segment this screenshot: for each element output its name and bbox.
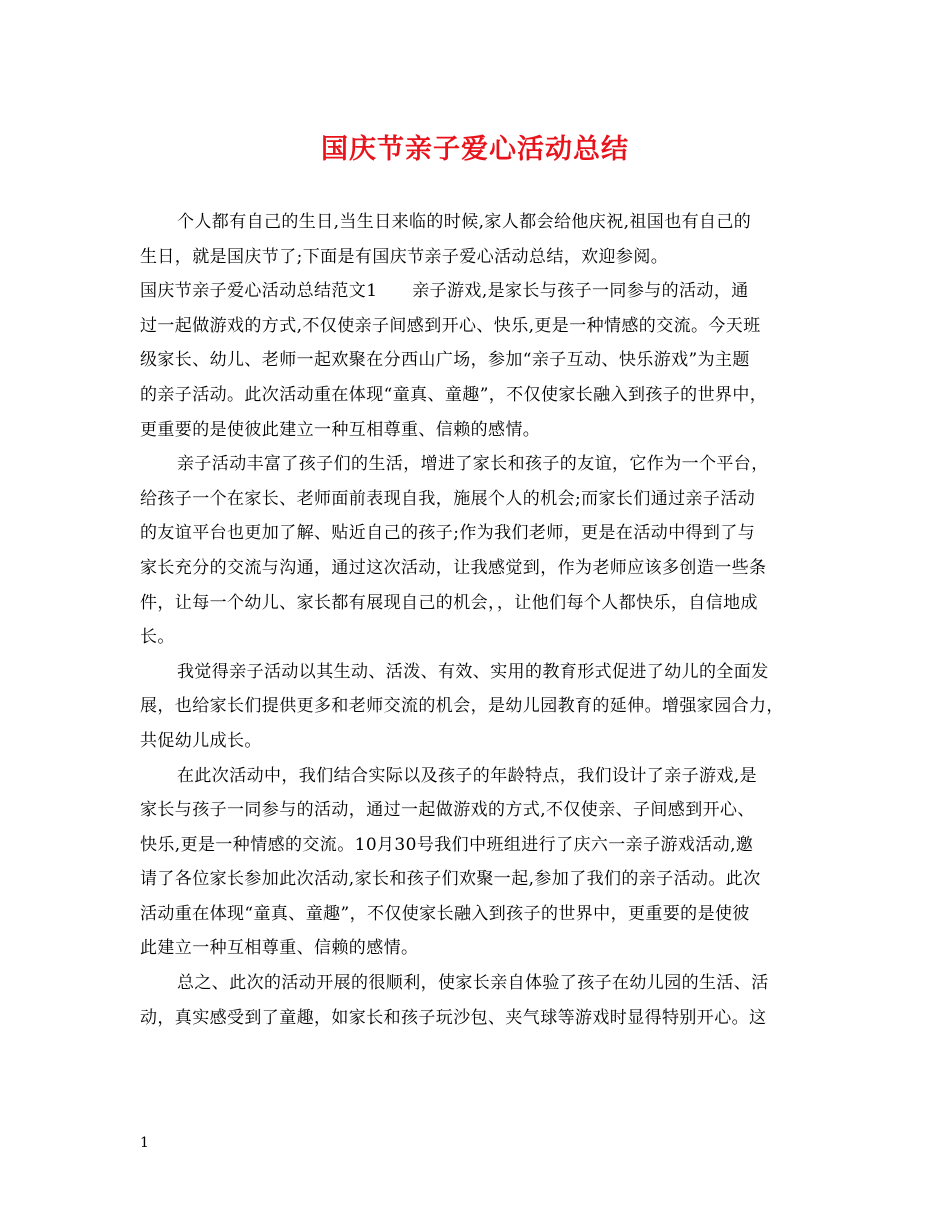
body-line: 过一起做游戏的方式,不仅使亲子间感到开心、快乐,更是一种情感的交流。今天班	[140, 315, 761, 336]
document-body	[140, 205, 820, 1035]
body-line: 家长充分的交流与沟通，通过这次活动，让我感觉到，作为老师应该多创造一些条	[140, 557, 767, 578]
body-line: 此建立一种互相尊重、信赖的感情。	[140, 938, 419, 959]
body-line: 生日，就是国庆节了;下面是有国庆节亲子爱心活动总结，欢迎参阅。	[140, 246, 669, 267]
body-line: 请了各位家长参加此次活动,家长和孩子们欢聚一起,参加了我们的亲子活动。此次	[140, 869, 761, 890]
body-line: 长。	[140, 627, 175, 648]
body-line: 在此次活动中，我们结合实际以及孩子的年龄特点，我们设计了亲子游戏,是	[177, 765, 758, 786]
body-line: 展，也给家长们提供更多和老师交流的机会，是幼儿园教育的延伸。增强家园合力，	[140, 696, 784, 717]
document-title: 国庆节亲子爱心活动总结	[321, 134, 629, 165]
body-line: 活动重在体现“童真、童趣”，不仅使家长融入到孩子的世界中，更重要的是使彼	[140, 903, 750, 924]
body-line: 快乐,更是一种情感的交流。10月30号我们中班组进行了庆六一亲子游戏活动,邀	[140, 834, 754, 855]
body-line: 家长与孩子一同参与的活动，通过一起做游戏的方式,不仅使亲、子间感到开心、	[140, 800, 755, 821]
body-line: 动，真实感受到了童趣，如家长和孩子玩沙包、夹气球等游戏时显得特别开心。这	[140, 1007, 767, 1028]
body-line: 亲子活动丰富了孩子们的生活，增进了家长和孩子的友谊，它作为一个平台，	[177, 454, 769, 475]
body-line: 共促幼儿成长。	[140, 730, 262, 751]
body-line: 给孩子一个在家长、老师面前表现自我，施展个人的机会;而家长们通过亲子活动	[140, 488, 756, 509]
body-line: 个人都有自己的生日,当生日来临的时候,家人都会给他庆祝,祖国也有自己的	[177, 212, 752, 232]
page-number: 1	[140, 1135, 149, 1151]
body-line: 件，让每一个幼儿、家长都有展现自己的机会，，让他们每个人都快乐，自信地成	[140, 592, 758, 613]
body-line: 我觉得亲子活动以其生动、活泼、有效、实用的教育形式促进了幼儿的全面发	[177, 661, 769, 682]
body-line: 更重要的是使彼此建立一种互相尊重、信赖的感情。	[140, 419, 541, 440]
body-line: 总之、此次的活动开展的很顺利，使家长亲自体验了孩子在幼儿园的生活、活	[177, 973, 769, 994]
body-line: 国庆节亲子爱心活动总结范文1 亲子游戏,是家长与孩子一同参与的活动，通	[140, 281, 749, 302]
body-line: 级家长、幼儿、老师一起欢聚在分西山广场，参加“亲子互动、快乐游戏”为主题	[140, 350, 750, 371]
body-line: 的友谊平台也更加了解、贴近自己的孩子;作为我们老师，更是在活动中得到了与	[140, 523, 756, 544]
body-line: 的亲子活动。此次活动重在体现“童真、童趣”，不仅使家长融入到孩子的世界中，	[140, 384, 768, 405]
